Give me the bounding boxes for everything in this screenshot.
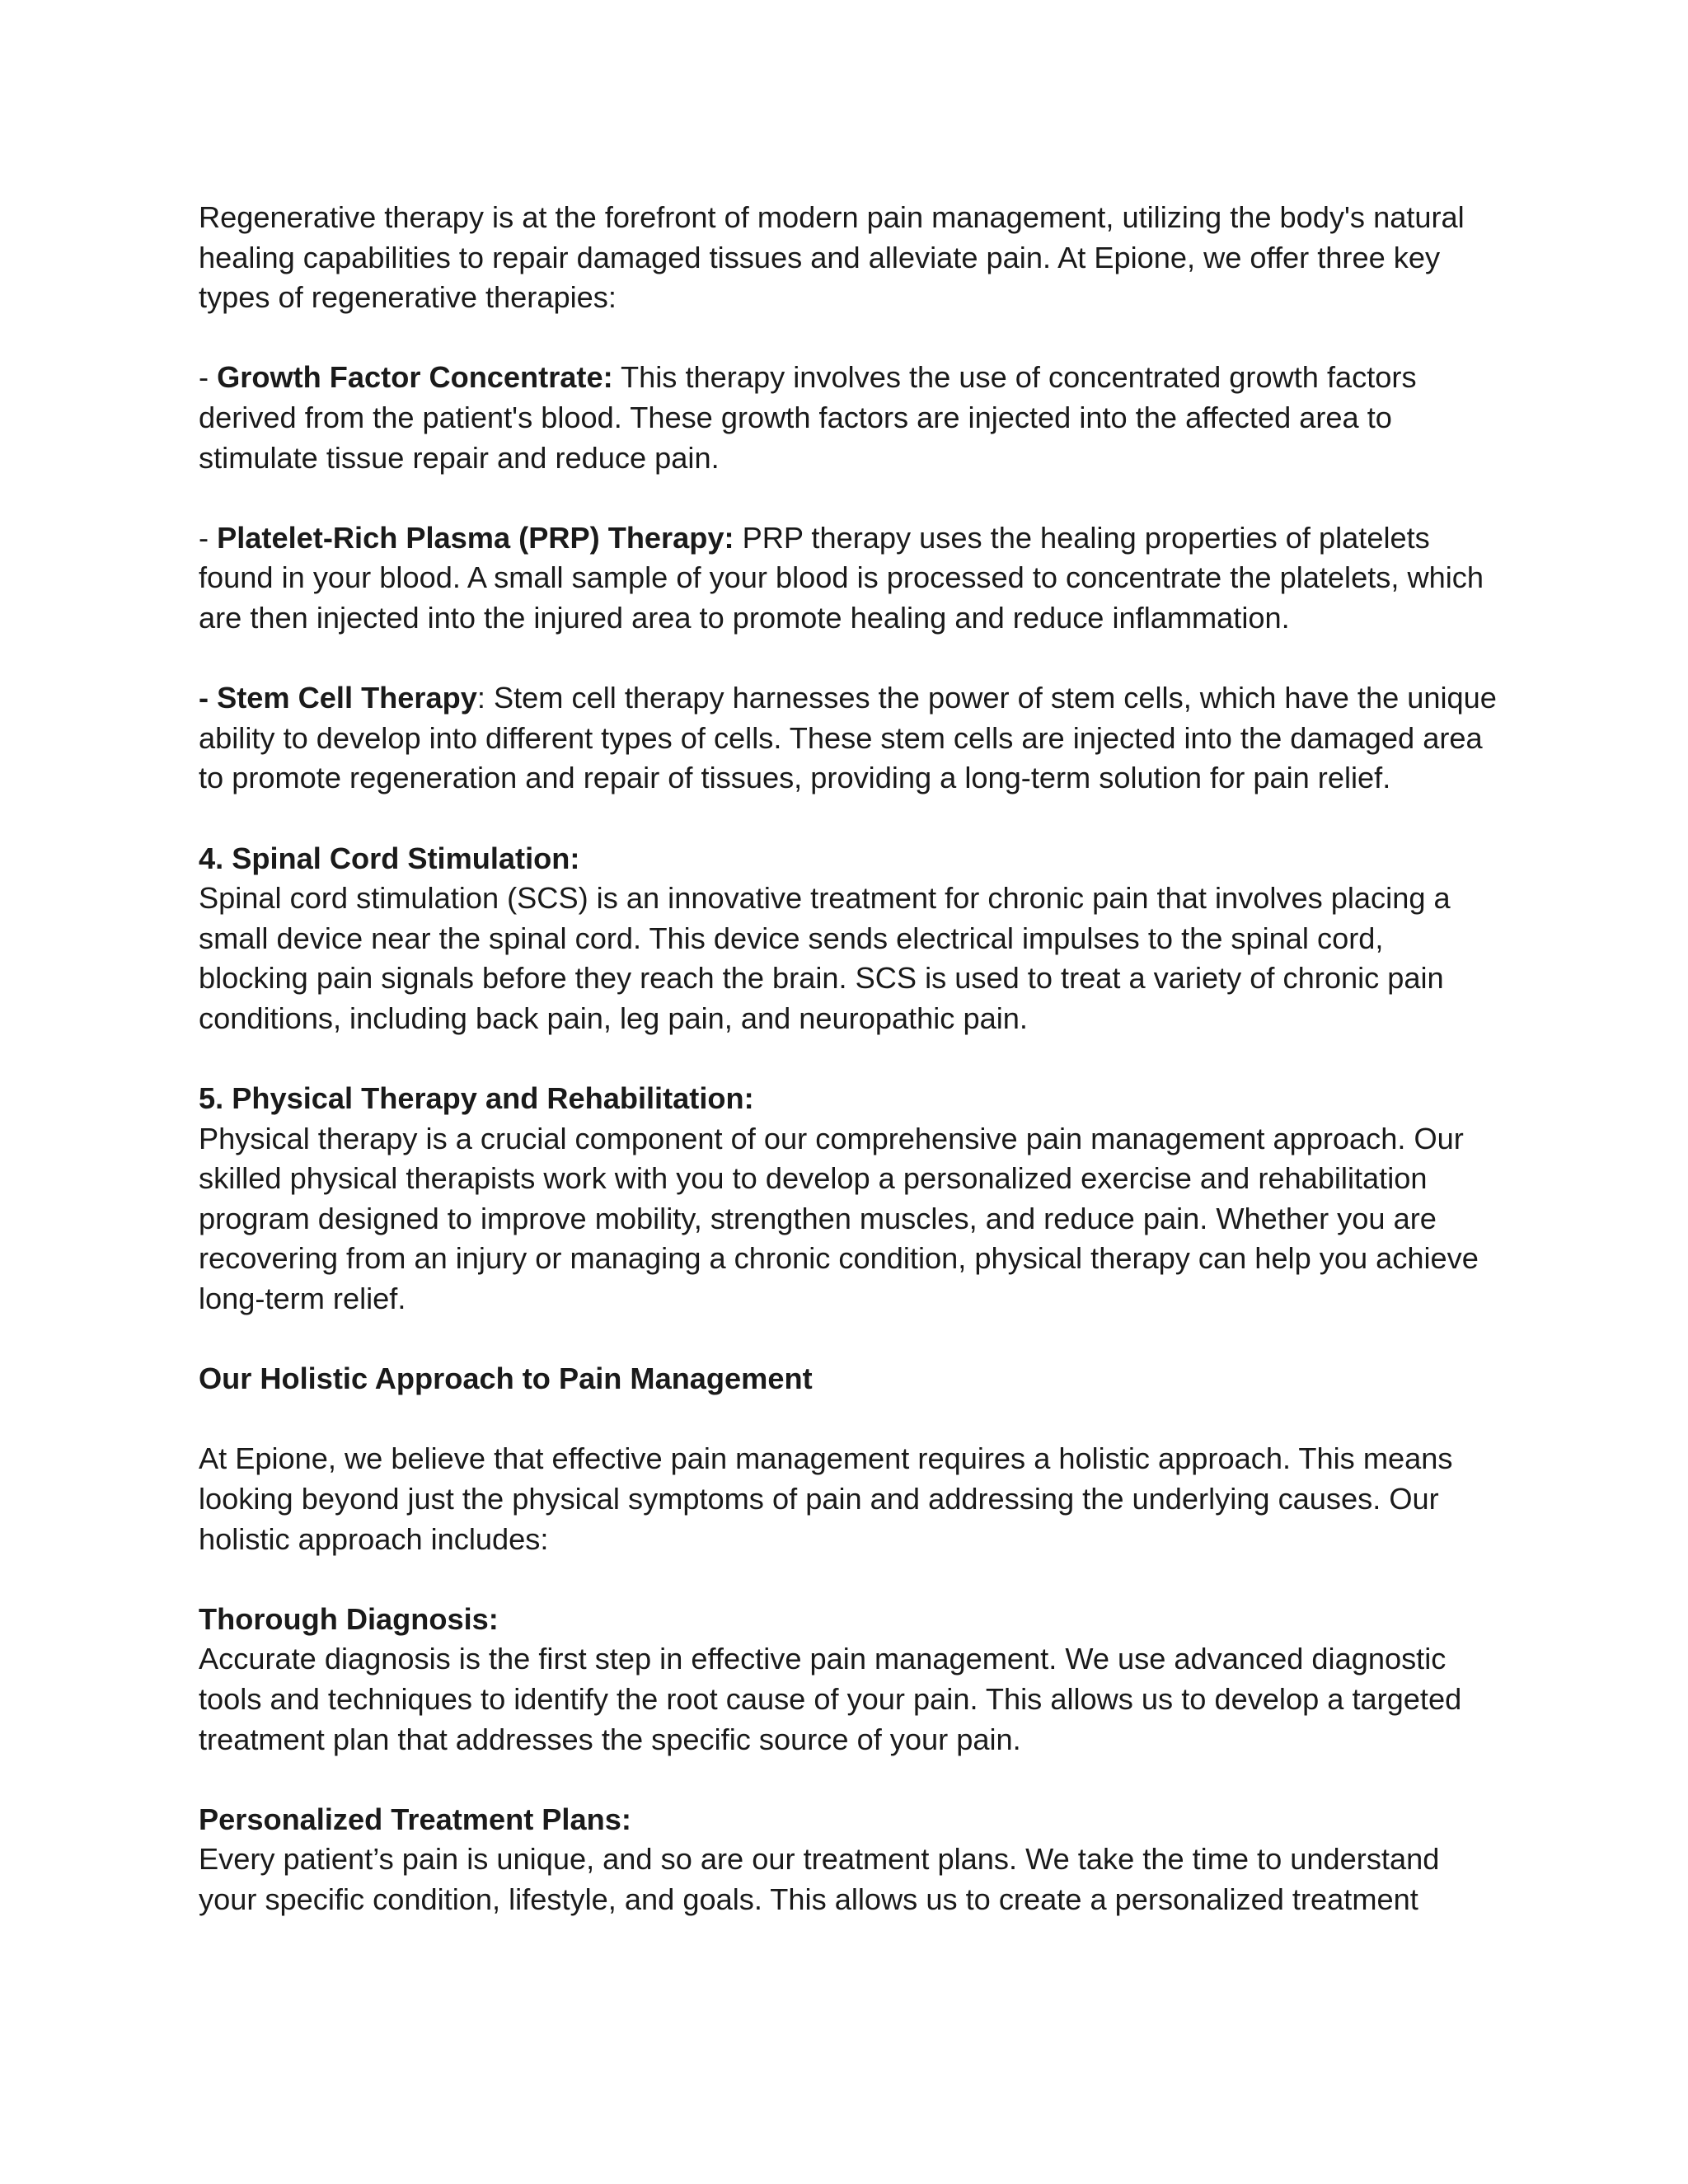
paragraph-gap: [199, 478, 1501, 518]
section-text-diagnosis: Accurate diagnosis is the first step in effective pain management. We use advanced diagnostic tools and techniques to identify the root cause of your pain. This allows us to develop a targeted treatment plan that addresses the specific source of your pain.: [199, 1642, 1462, 1756]
therapy-item-prp: [199, 518, 1501, 639]
therapy-item-stem-cell: [199, 678, 1501, 799]
section-text-spinal: Spinal cord stimulation (SCS) is an innovative treatment for chronic pain that involves placing a small device near the spinal cord. This device sends electrical impulses to the spinal cord, blocking pain signals before they reach the brain. SCS is used to treat a variety of chronic pain conditions, including back pain, leg pain, and neuropathic pain.: [199, 881, 1451, 1035]
therapy-item-prefix: -: [199, 520, 218, 555]
therapy-item-title: Growth Factor Concentrate:: [217, 360, 613, 395]
paragraph-gap: [199, 1760, 1501, 1800]
therapy-item-growth-factor: [199, 358, 1501, 478]
section-heading-physical-therapy: 5. Physical Therapy and Rehabilitation:: [199, 1081, 754, 1116]
intro-paragraph: Regenerative therapy is at the forefront of modern pain management, utilizing the body's natural healing capabilities to repair damaged tissues and alleviate pain. At Epione, we offer three key types of regenerative therapies:: [199, 200, 1465, 315]
section-heading-personalized: Personalized Treatment Plans:: [199, 1802, 631, 1836]
therapy-item-title: - Stem Cell Therapy: [199, 681, 477, 715]
document-body: [199, 198, 1501, 1920]
paragraph-gap: [199, 1319, 1501, 1360]
section-text-personalized: Every patient’s pain is unique, and so are our treatment plans. We take the time to understand your specific condition, lifestyle, and goals. This allows us to create a personalized treatment: [199, 1842, 1440, 1916]
section-heading-holistic: Our Holistic Approach to Pain Management: [199, 1361, 813, 1396]
therapy-item-description: This therapy involves the use of concentrated growth factors derived from the patient's blood. These growth factors are injected into the affected area to stimulate tissue repair and reduce pain.: [199, 360, 1417, 475]
paragraph-gap: [199, 1399, 1501, 1440]
section-text-physical-therapy: Physical therapy is a crucial component of our comprehensive pain management approach. Our skilled physical therapists work with you to develop a personalized exercise and rehabilitation program designed to improve mobility, strengthen muscles, and reduce pain. Whether you are recovering from an injury or managing a chronic condition, physical therapy can help you achieve long-term relief.: [199, 1121, 1479, 1316]
therapy-item-title: Platelet-Rich Plasma (PRP) Therapy:: [217, 520, 734, 555]
section-heading-diagnosis: Thorough Diagnosis:: [199, 1601, 499, 1636]
paragraph-gap: [199, 799, 1501, 839]
paragraph-gap: [199, 318, 1501, 359]
therapy-item-description: PRP therapy uses the healing properties of platelets found in your blood. A small sample of your blood is processed to concentrate the platelets, which are then injected into the injured area to promote healing and reduce inflammation.: [199, 520, 1484, 635]
therapy-item-description: Stem cell therapy harnesses the power of stem cells, which have the unique ability to develop into different types of cells. These stem cells are injected into the damaged area to promote regeneration and repair of tissues, providing a long-term solution for pain relief.: [199, 681, 1497, 795]
therapy-item-colon: :: [476, 681, 485, 715]
section-text-holistic: At Epione, we believe that effective pain management requires a holistic approach. This means looking beyond just the physical symptoms of pain and addressing the underlying causes. Our holistic approach includes:: [199, 1441, 1453, 1556]
paragraph-gap: [199, 639, 1501, 679]
therapy-item-prefix: -: [199, 360, 218, 395]
paragraph-gap: [199, 1038, 1501, 1079]
section-heading-spinal: 4. Spinal Cord Stimulation:: [199, 841, 580, 875]
paragraph-gap: [199, 1559, 1501, 1600]
